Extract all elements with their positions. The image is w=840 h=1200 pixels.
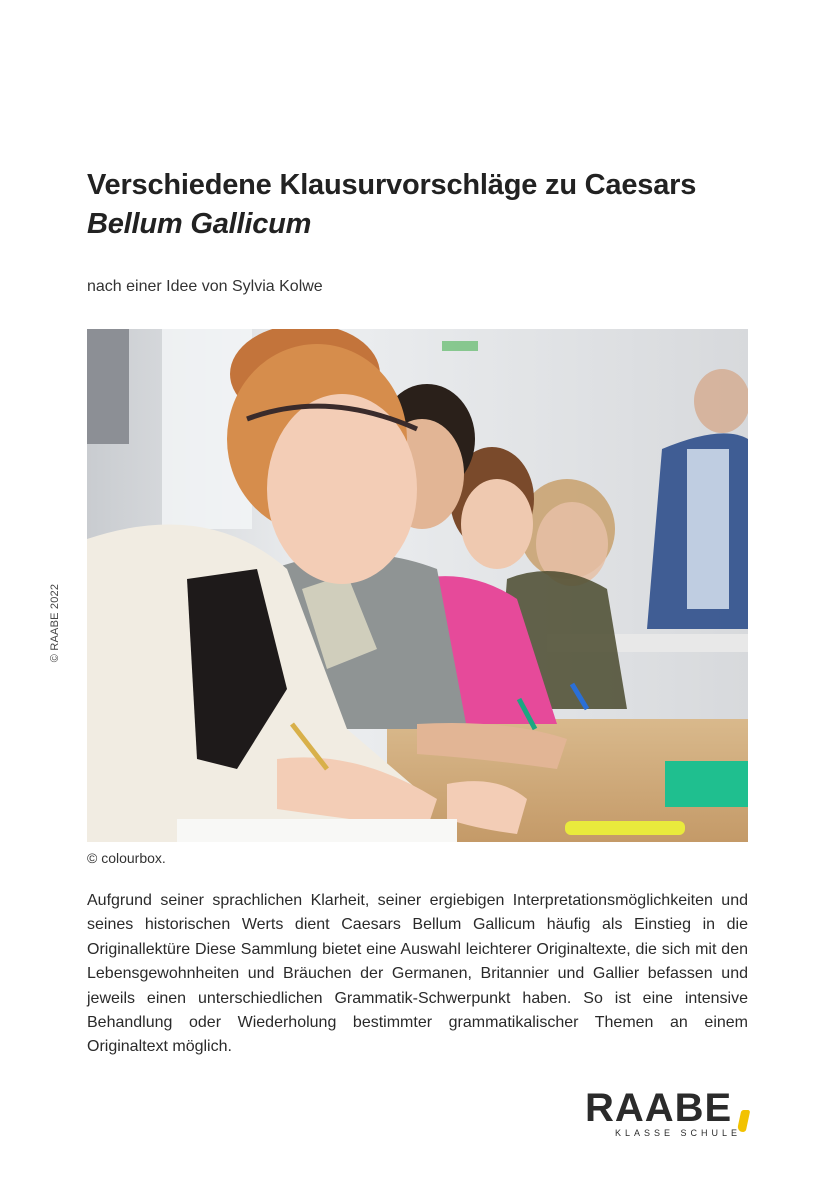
side-copyright	[45, 578, 65, 668]
title-line-1: Verschiedene Klausurvorschläge zu Caesars	[87, 169, 697, 201]
title-line-2: Bellum Gallicum	[87, 208, 312, 240]
body-paragraph: Aufgrund seiner sprachlichen Klarheit, seiner ergiebigen Interpretationsmöglichkeiten und seines historischen Werts dient Caesars Bellum Gallicum häufig als Einstieg in die Originallektüre Diese Sammlung bietet eine Auswahl leichterer Originaltexte, die sich mit den Lebensgewohnheiten und Bräuchen der Germanen, Britannier und Gallier befassen und jeweils einen unterschiedlichen Grammatik-Schwerpunkt haben. So ist eine intensive Behandlung oder Wiederholung bestimmter grammatikalischer Themen an einem Originaltext möglich.	[87, 892, 748, 1056]
logo-tagline: KLASSE SCHULE	[615, 1128, 742, 1138]
copyright-text: © RAABE 2022	[49, 583, 62, 663]
logo-wordmark: RAABE	[585, 1086, 733, 1130]
author-note: nach einer Idee von Sylvia Kolwe	[87, 278, 323, 295]
classroom-photo	[87, 329, 748, 842]
image-caption: © colourbox.	[87, 850, 166, 866]
page-title	[87, 166, 767, 244]
raabe-logo	[585, 1088, 755, 1143]
